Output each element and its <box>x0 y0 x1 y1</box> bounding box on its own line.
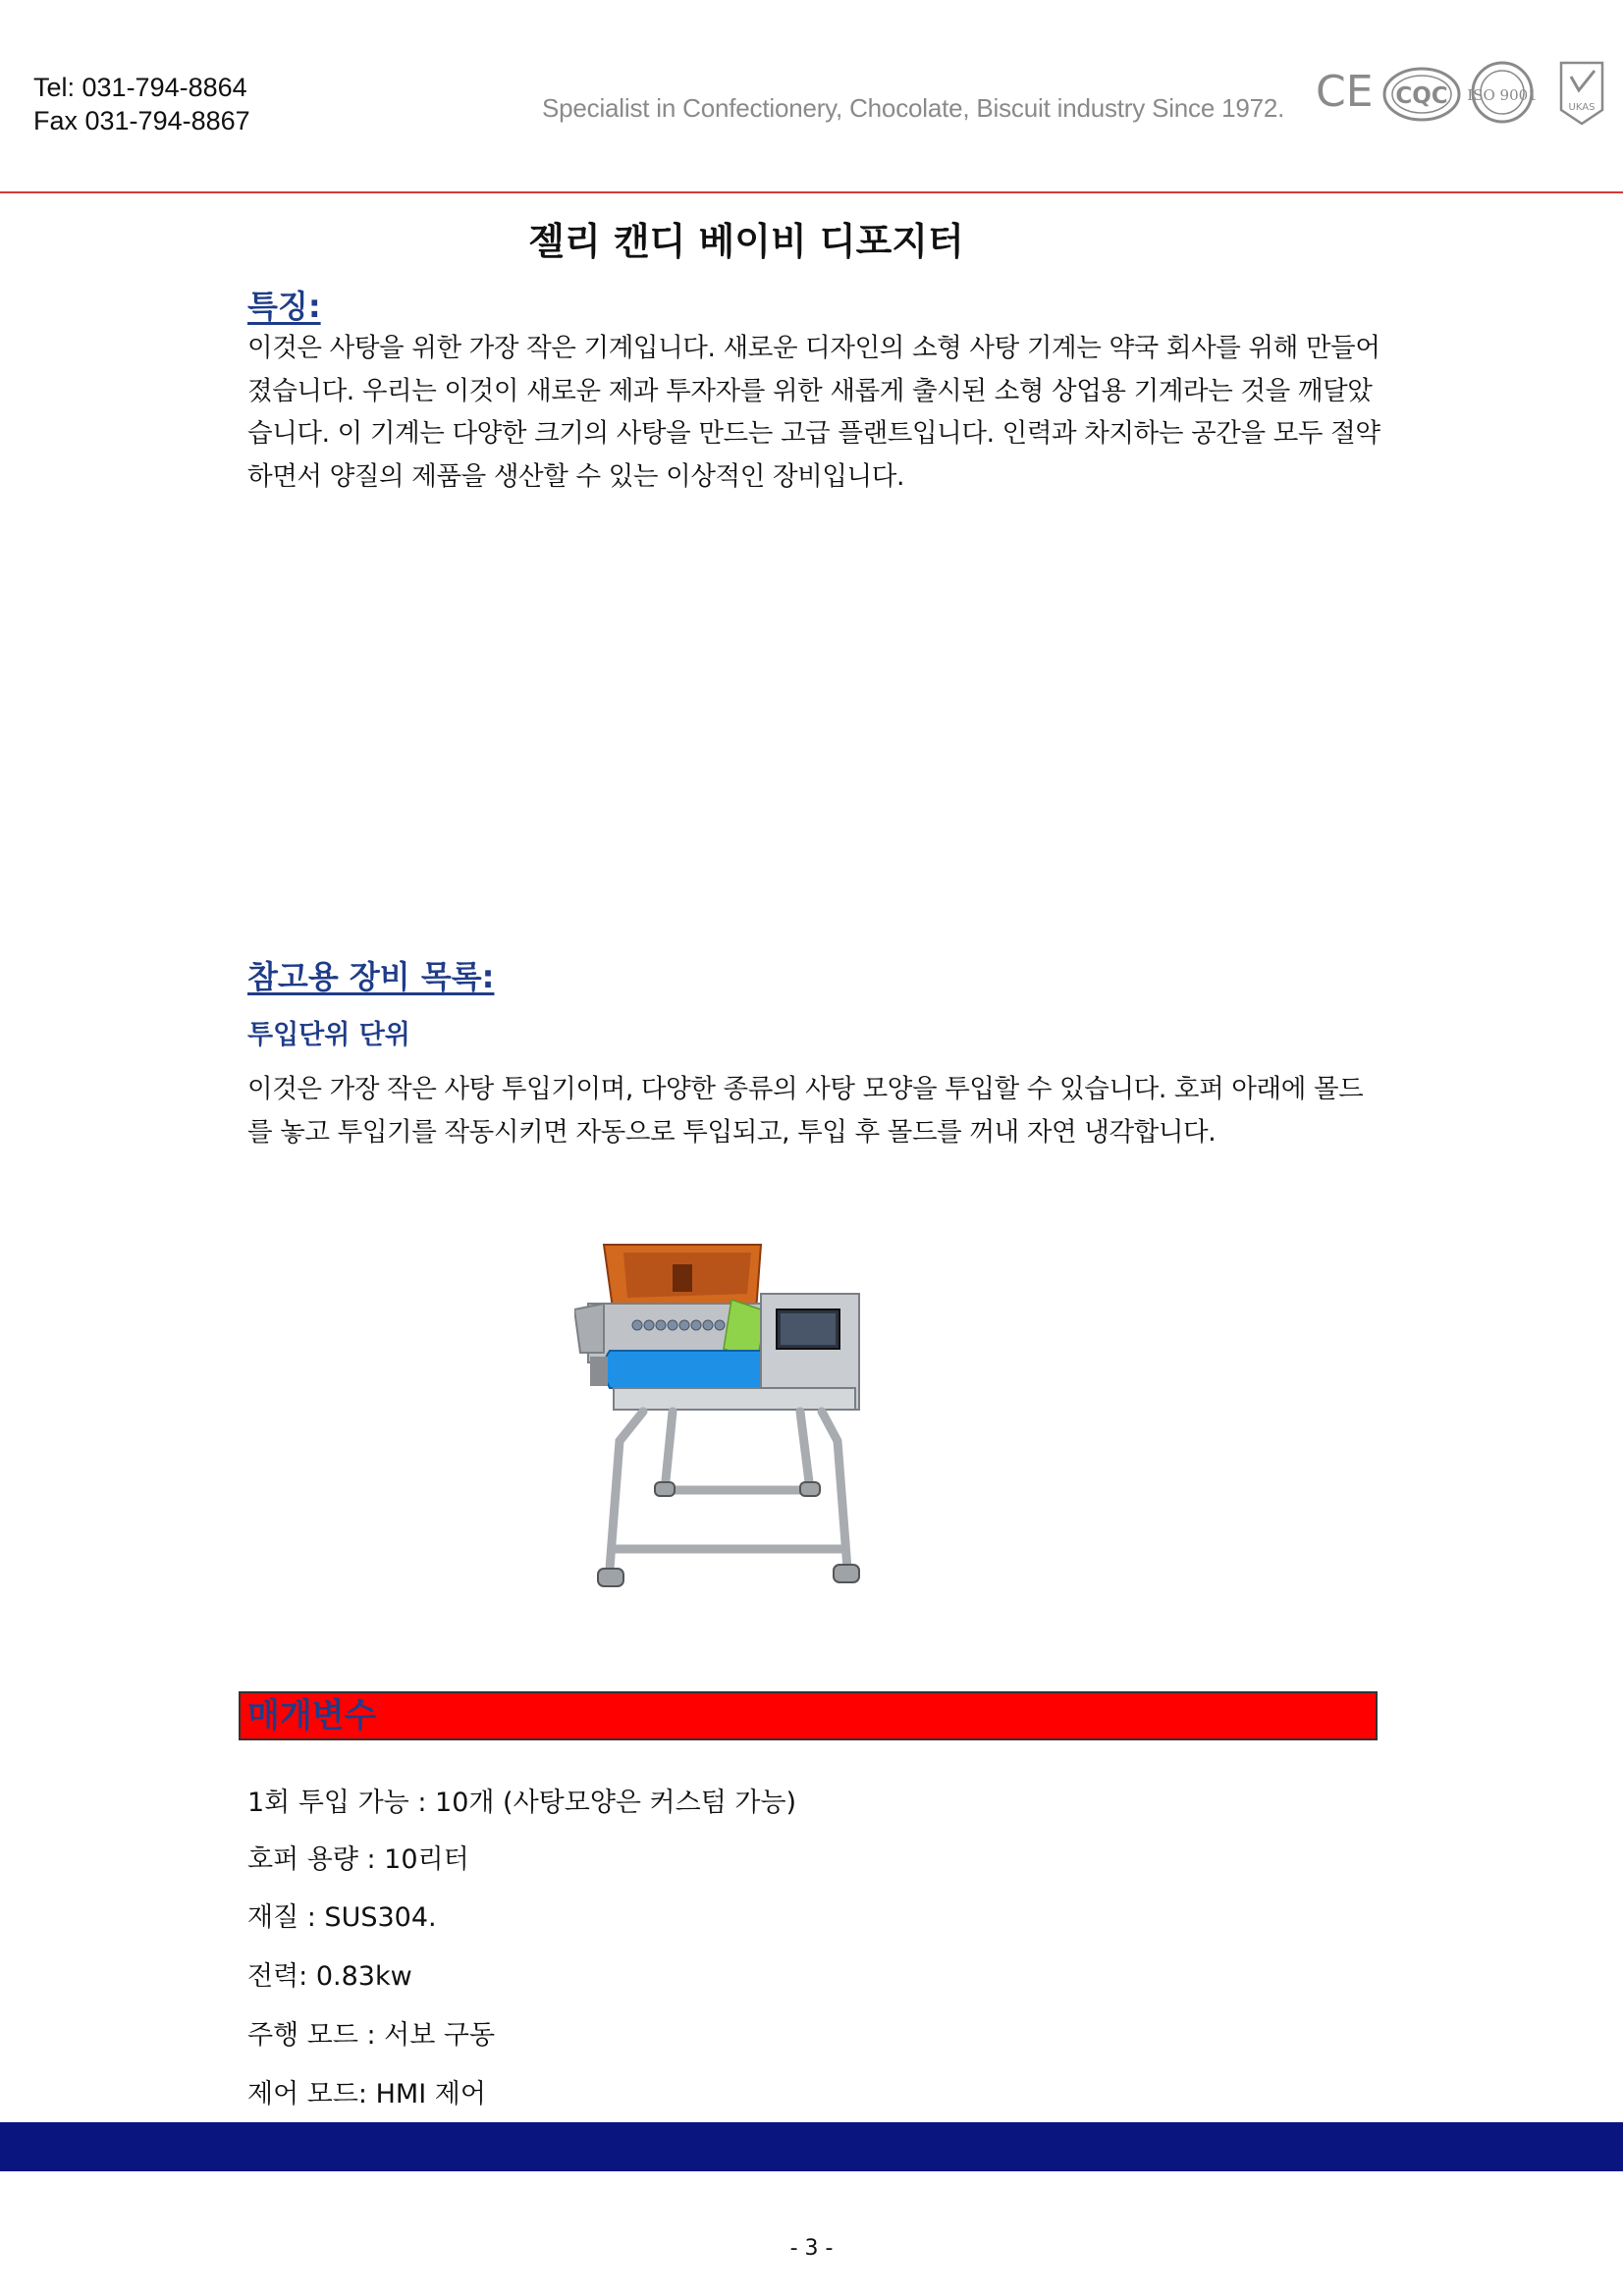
jelly-depositor-machine-image <box>574 1235 869 1598</box>
fax-number: Fax 031-794-8867 <box>33 106 250 135</box>
spec-item: 호퍼 용량 : 10리터 <box>247 1844 469 1875</box>
header-divider <box>0 191 1623 193</box>
footer-band <box>0 2122 1623 2171</box>
certification-logos <box>1314 59 1606 130</box>
svg-text:UKAS: UKAS <box>1568 102 1596 113</box>
cqc-logo-icon <box>1384 69 1459 120</box>
equipment-paragraph: 이것은 가장 작은 사탕 투입기이며, 다양한 종류의 사탕 모양을 투입할 수 있습니다. 호퍼 아래에 몰드를 놓고 투입기를 작동시키면 자동으로 투입되고, 투입 후 몰드를 꺼내 자연 냉각합니다. <box>247 1074 1364 1148</box>
svg-text:CQC: CQC <box>1395 83 1448 109</box>
svg-text:CE: CE <box>1316 67 1374 117</box>
depositing-unit-subheading: 투입단위 단위 <box>247 1020 410 1050</box>
features-heading: 특징: <box>247 288 321 325</box>
equipment-list-heading: 참고용 장비 목록: <box>247 958 495 995</box>
spec-item: 전력: 0.83kw <box>247 1961 412 1992</box>
svg-text:ISO 9001: ISO 9001 <box>1467 86 1538 104</box>
iso-9001-seal-icon <box>1467 63 1537 122</box>
tel-number: Tel: 031-794-8864 <box>33 73 247 102</box>
contact-info <box>33 71 250 137</box>
spec-item: 주행 모드 : 서보 구동 <box>247 2020 496 2051</box>
features-paragraph: 이것은 사탕을 위한 가장 작은 기계입니다. 새로운 디자인의 소형 사탕 기계는 약국 회사를 위해 만들어졌습니다. 우리는 이것이 새로운 제과 투자자를 위한 새롭게 출시된 소형 상업용 기계라는 것을 깨달았습니다. 이 기계는 다양한 크기의 사탕을 만드는 고급 플랜트입니다. 인력과 차지하는 공간을 모두 절약하면서 양질의 제품을 생산할 수 있는 이상적인 장비입니다. <box>247 333 1380 492</box>
parameters-heading-bar <box>239 1691 1378 1740</box>
spec-item: 제어 모드: HMI 제어 <box>247 2079 486 2109</box>
ce-mark-icon <box>1316 67 1374 117</box>
spec-item: 1회 투입 가능 : 10개 (사탕모양은 커스텀 가능) <box>247 1788 797 1818</box>
parameters-heading: 매개변수 <box>247 1696 377 1735</box>
page-number: - 3 - <box>789 2236 834 2261</box>
ukas-badge-icon <box>1561 63 1602 124</box>
spec-item: 재질 : SUS304. <box>247 1902 437 1933</box>
document-title: 젤리 캔디 베이비 디포지터 <box>528 220 964 263</box>
company-tagline: Specialist in Confectionery, Chocolate, Biscuit industry Since 1972. <box>542 93 1285 123</box>
